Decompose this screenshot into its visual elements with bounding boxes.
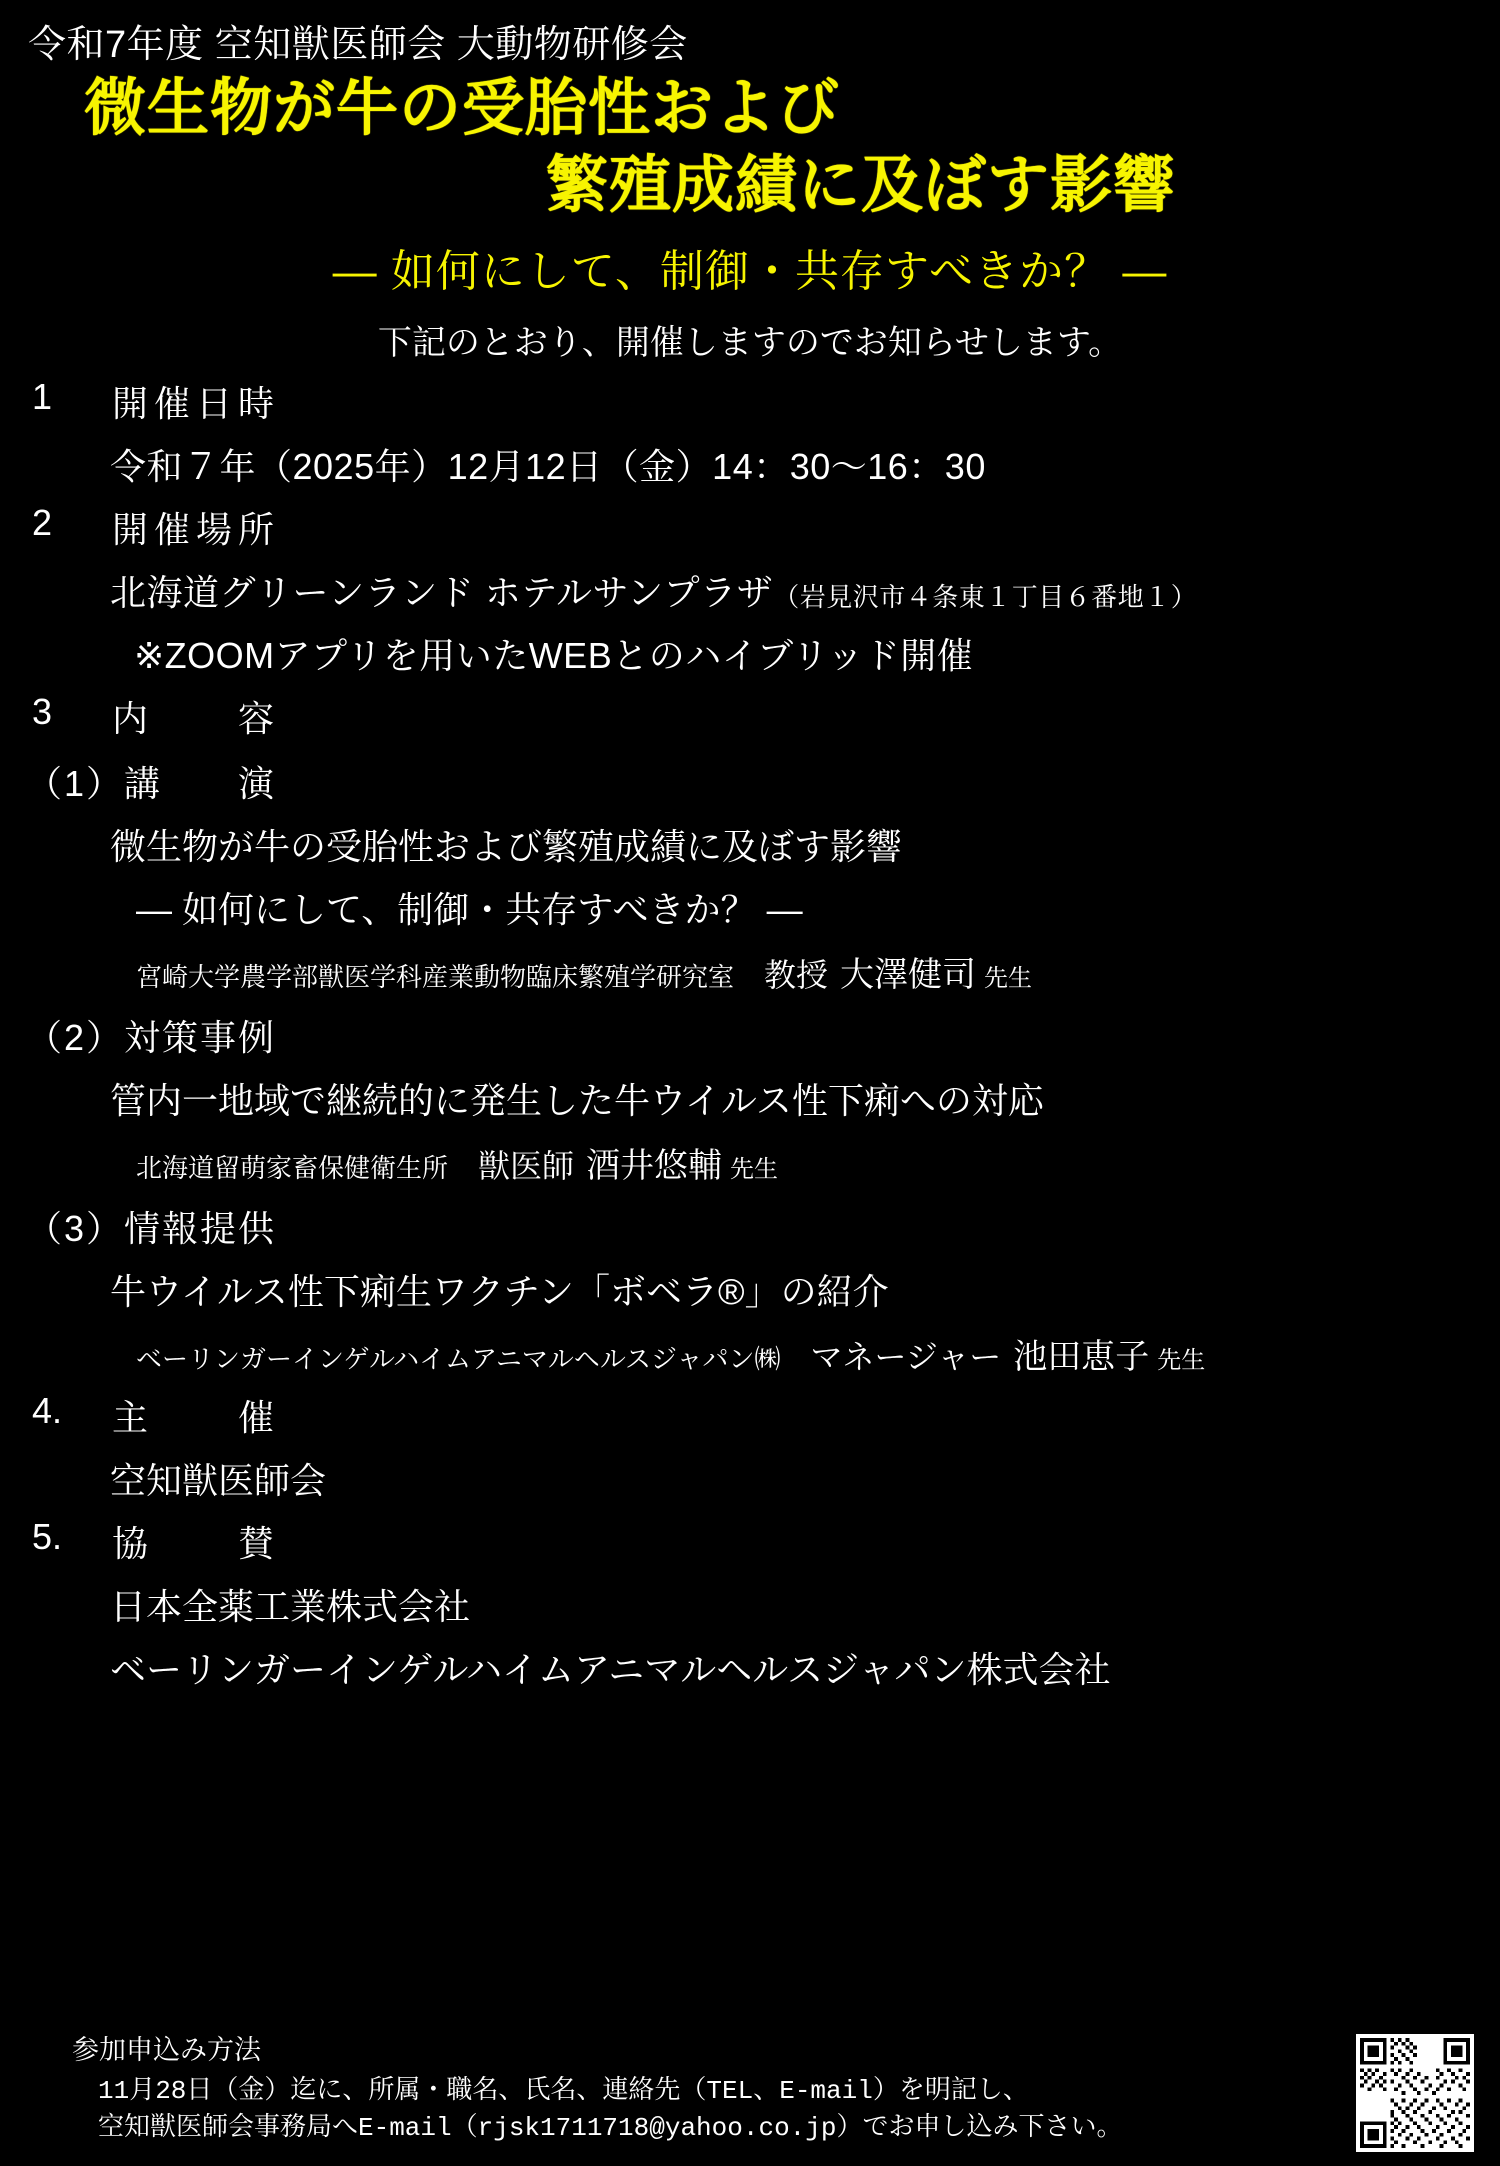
section-3-header [26,691,1474,742]
program-item-1-speaker [136,947,1474,996]
venue-address: （岩見沢市４条東１丁目６番地１） [773,581,1198,612]
speaker-1-affiliation: 宮崎大学農学部獣医学科産業動物臨床繁殖学研究室 [136,961,735,992]
application-line-2: 空知獣医師会事務局へE-mail（rjsk1711718@yahoo.co.jp）でお申し込み下さい。 [98,2113,1123,2144]
section-4-number: 4. [32,1389,63,1431]
program-item-3-speaker [136,1329,1474,1378]
section-5-number: 5. [32,1515,63,1557]
section-5-sponsor-1: 日本全薬工業株式会社 [110,1585,471,1627]
program-item-1-label: （1）講 演 [26,762,277,804]
section-4-heading: 主 催 [112,1396,281,1438]
program-item-1-line-2: ― 如何にして、制御・共存すべきか？ ― [136,888,803,930]
program-item-2-speaker [136,1138,1474,1187]
speaker-1-name: 大澤健司 [840,955,977,994]
title-line-1: 微生物が牛の受胎性および [84,73,841,143]
speaker-3-role: マネージャー [810,1338,1002,1375]
section-2-heading: 開催場所 [112,508,281,550]
qr-code [1356,2034,1474,2152]
event-subtitle: ― 如何にして、制御・共存すべきか？ ― [332,246,1168,296]
speaker-2-honorific: 先生 [730,1155,779,1183]
program-item-2-line-1: 管内一地域で継続的に発生した牛ウイルス性下痢への対応 [110,1079,1044,1121]
speaker-2-role: 獣医師 [478,1147,575,1184]
section-1-header [26,376,1474,427]
section-3-number: 3 [32,690,53,732]
qr-code-image [1360,2038,1470,2148]
section-2-venue [110,565,1474,616]
speaker-2-affiliation: 北海道留萌家畜保健衛生所 [136,1152,449,1183]
section-1-datetime: 令和７年（2025年）12月12日（金）14：30〜16：30 [110,445,986,487]
section-1-heading: 開催日時 [112,382,281,424]
section-4-header [26,1390,1474,1441]
application-line-1: 11月28日（金）迄に、所属・職名、氏名、連絡先（TEL、E-mail）を明記し、 [98,2075,1029,2106]
speaker-3-affiliation: ベーリンガーインゲルハイムアニマルヘルスジャパン㈱ [136,1343,781,1374]
section-2-header [26,502,1474,553]
section-1-number: 1 [32,375,53,417]
venue-name: 北海道グリーンランド ホテルサンプラザ [110,571,774,613]
program-item-3-line-1: 牛ウイルス性下痢生ワクチン「ボベラ®」の紹介 [110,1270,889,1312]
event-lead-text: 下記のとおり、開催しますのでお知らせします。 [377,323,1123,362]
speaker-1-role: 教授 [764,956,829,993]
title-line-2: 繁殖成績に及ぼす影響 [546,151,1177,221]
speaker-2-name: 酒井悠輔 [586,1146,723,1185]
section-2-number: 2 [32,501,53,543]
speaker-3-name: 池田恵子 [1013,1337,1150,1376]
section-4-organizer: 空知獣医師会 [110,1459,327,1501]
section-5-header [26,1516,1474,1567]
section-5-sponsor-2: ベーリンガーインゲルハイムアニマルヘルスジャパン株式会社 [110,1648,1111,1690]
section-3-heading: 内 容 [112,697,281,739]
program-item-3-label: （3）情報提供 [26,1207,277,1249]
speaker-3-honorific: 先生 [1157,1346,1206,1374]
event-title [26,74,1474,221]
application-info [72,2028,1352,2148]
program-item-2-label: （2）対策事例 [26,1016,277,1058]
application-title: 参加申込み方法 [72,2034,261,2065]
section-2-hybrid-note: ※ZOOMアプリを用いたWEBとのハイブリッド開催 [134,634,974,676]
section-5-heading: 協 賛 [112,1522,281,1564]
event-kicker: 令和7年度 空知獣医師会 大動物研修会 [28,24,688,66]
speaker-1-honorific: 先生 [984,964,1033,992]
program-item-1-line-1: 微生物が牛の受胎性および繁殖成績に及ぼす影響 [110,825,903,867]
